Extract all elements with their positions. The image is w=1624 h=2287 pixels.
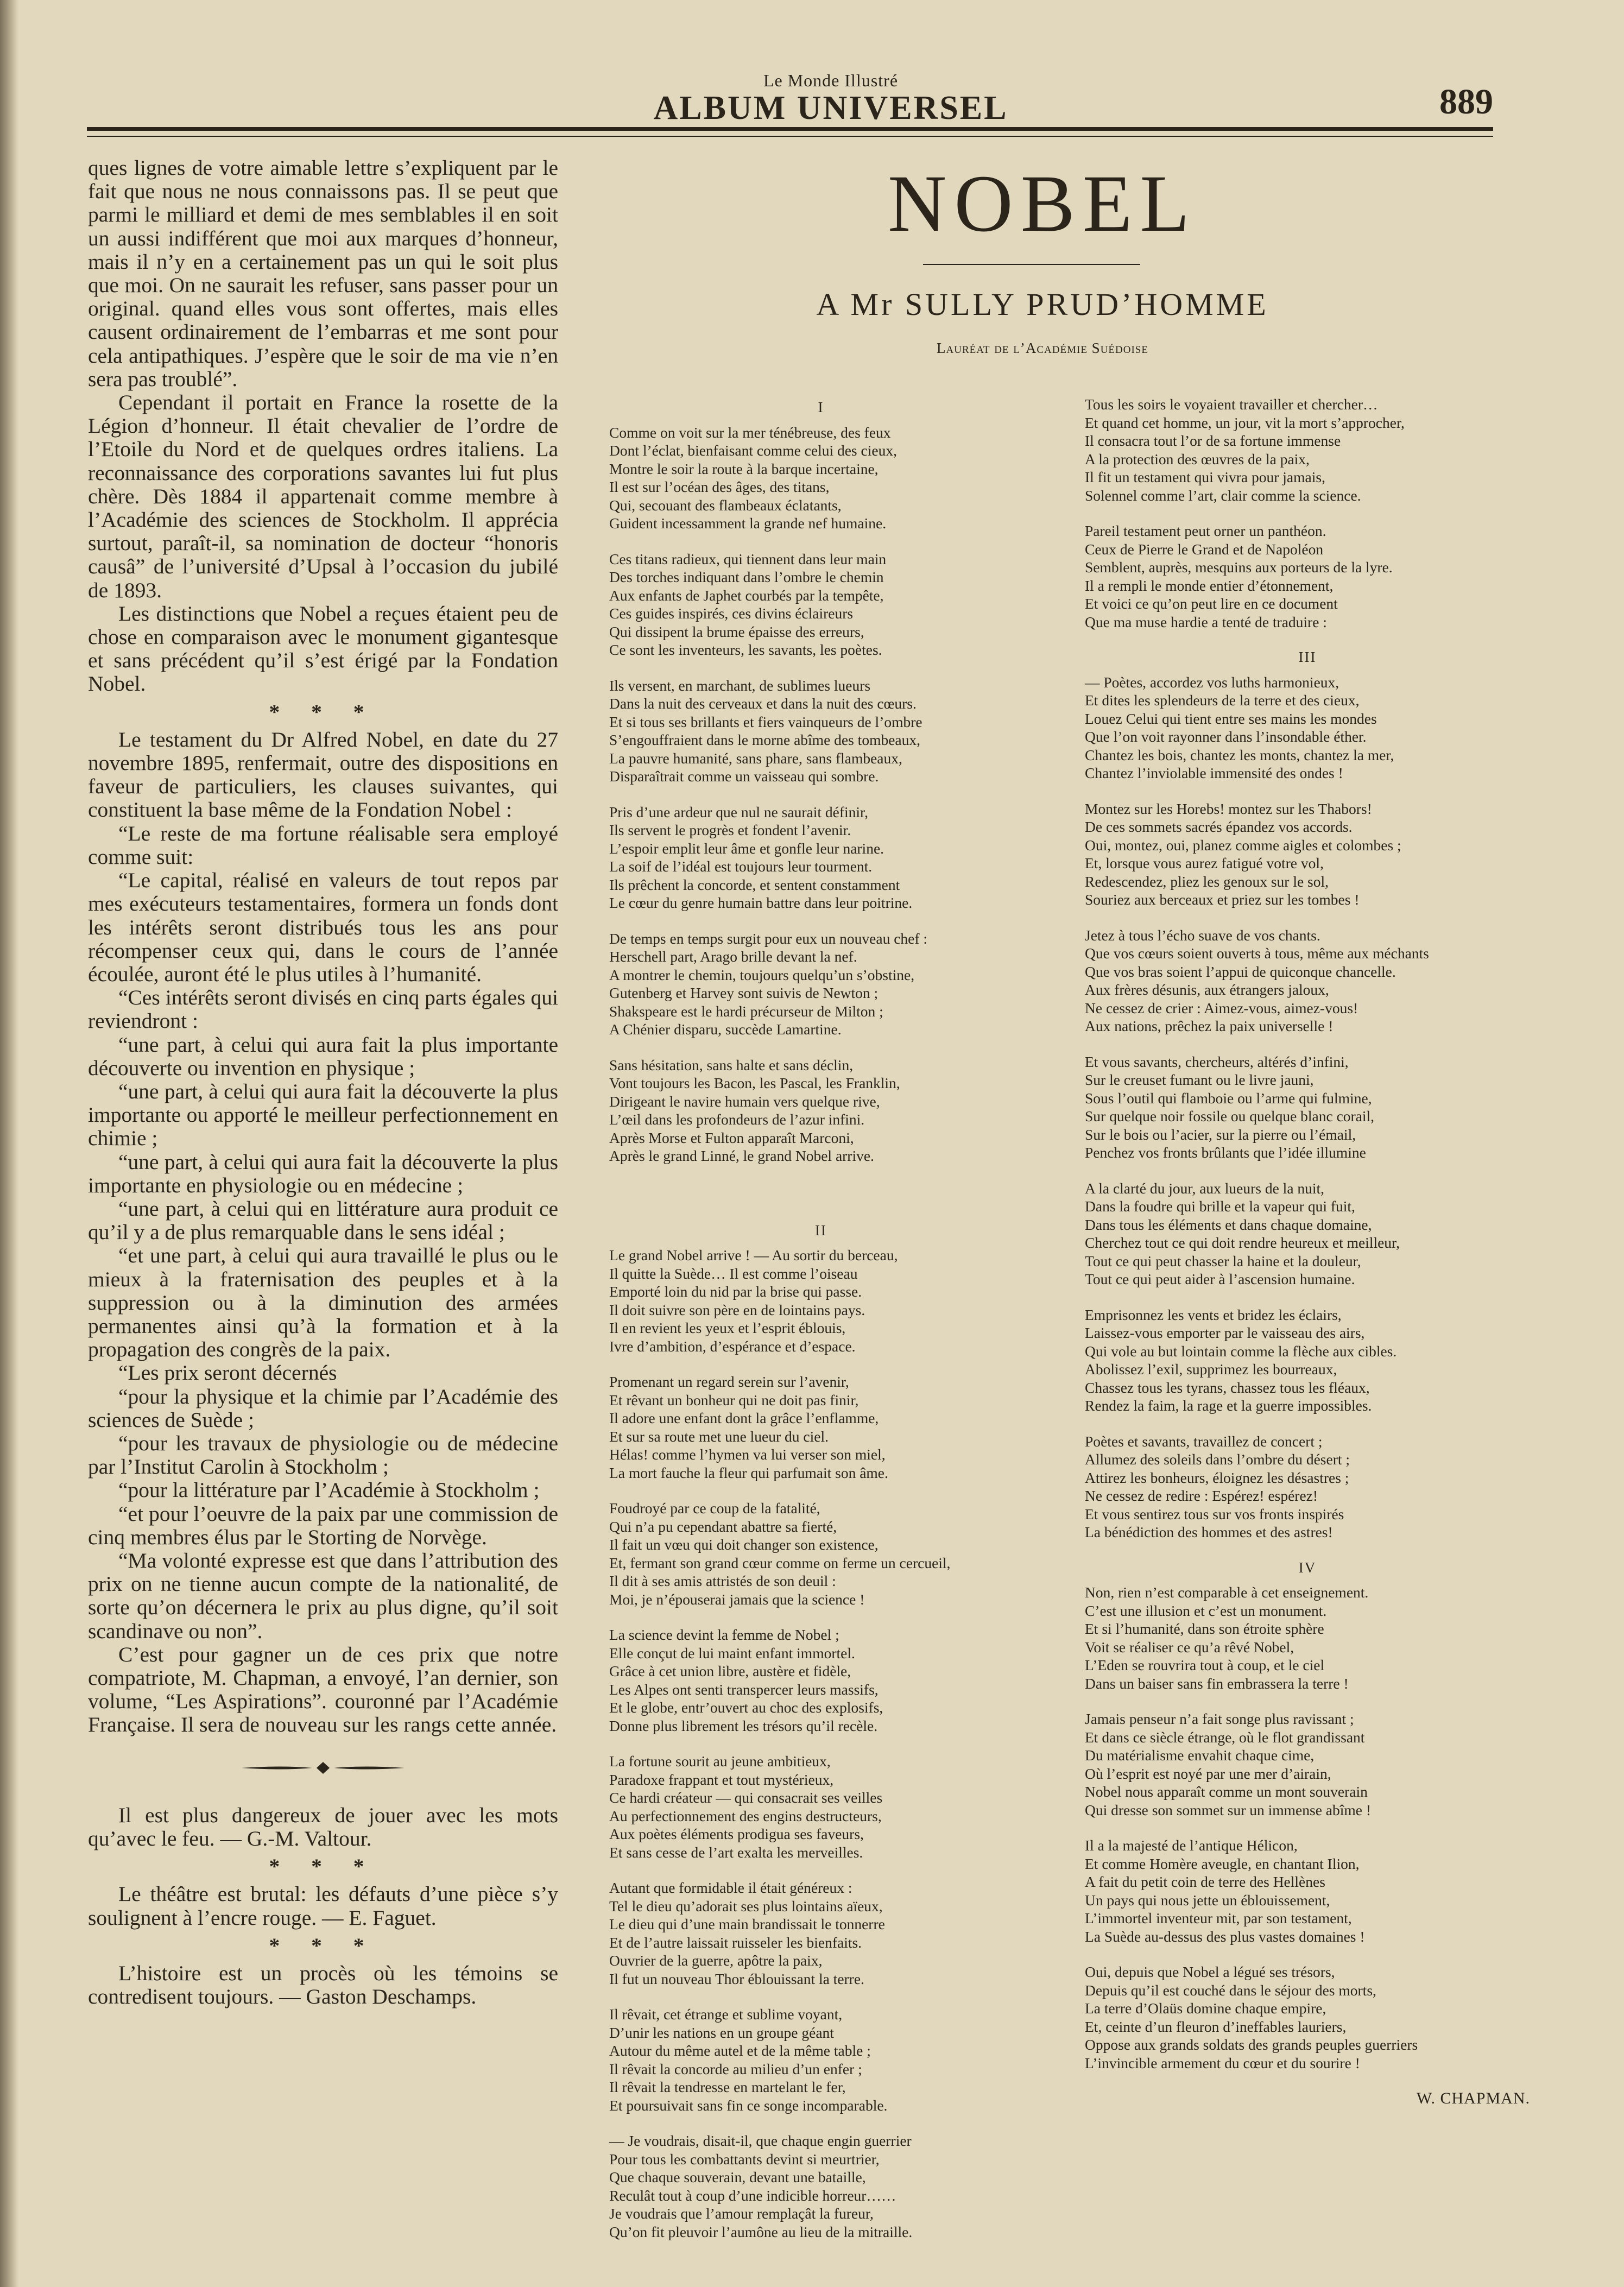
poem-stanza [609, 1373, 1033, 1482]
poem-line: Emprisonnez les vents et bridez les éclairs, [1085, 1306, 1342, 1323]
poem-line: Autour du même autel et de la même table ; [609, 2042, 871, 2059]
poem-stanza [609, 803, 1033, 912]
poem-line: Sur quelque noir fossile ou quelque blanc corail, [1085, 1108, 1375, 1124]
section-separator-stars: * * * [269, 1933, 377, 1957]
poem-line: La mort fauche la fleur qui parfumait son âme. [609, 1464, 888, 1481]
poem-line: Hélas! comme l’hymen va lui verser son miel, [609, 1446, 886, 1463]
poem-line: D’unir les nations en un groupe géant [609, 2024, 834, 2041]
poem-stanza [1085, 1306, 1530, 1415]
poem-line: L’œil dans les profondeurs de l’azur infini. [609, 1111, 865, 1128]
poem-line: Ne cessez de redire : Espérez! espérez! [1085, 1487, 1318, 1504]
poem-line: Et, ceinte d’un fleuron d’ineffables lauriers, [1085, 2018, 1347, 2035]
poem-line: Chassez tous les tyrans, chassez tous les fléaux, [1085, 1379, 1370, 1396]
poem-stanza [1085, 1963, 1530, 2072]
poem-stanza [609, 1626, 1033, 1735]
poem-dedication: A Mr SULLY PRUD’HOMME [816, 287, 1269, 322]
poem-line: Qui dissipent la brume épaisse des erreurs, [609, 623, 864, 640]
poem-line: Que l’on voit rayonner dans l’insondable éther. [1085, 728, 1367, 745]
poem-line: La bénédiction des hommes et des astres! [1085, 1524, 1333, 1540]
poem-line: Aux poètes éléments prodigua ses faveurs, [609, 1825, 864, 1842]
section-number: II [815, 1222, 827, 1239]
poem-line: Dans un baiser sans fin embrassera la terre ! [1085, 1675, 1349, 1692]
poem-line: Oui, depuis que Nobel a légué ses trésors, [1085, 1963, 1335, 1980]
poem-line: Ces guides inspirés, ces divins éclaireurs [609, 605, 854, 622]
poem-line: La fortune sourit au jeune ambitieux, [609, 1753, 831, 1770]
poem-line: — Poètes, accordez vos luths harmonieux, [1085, 673, 1339, 691]
poem-line: Semblent, auprès, mesquins aux porteurs de la lyre. [1085, 559, 1393, 576]
poem-line: Et comme Homère aveugle, en chantant Ilion, [1085, 1855, 1360, 1872]
poem-line: Ils prêchent la concorde, et sentent constamment [609, 876, 900, 893]
poem-line: Et sans cesse de l’art exalta les merveilles. [609, 1843, 863, 1861]
article-paragraph: “Ma volonté expresse est que dans l’attribution des prix on ne tienne aucun compte de la nationalité, de sorte qu’on décernera le prix au plus digne, qu’il soit scandinave ou non”. [88, 1548, 558, 1643]
poem-line: Et vous savants, chercheurs, altérés d’infini, [1085, 1053, 1349, 1070]
poem-line: Il rêvait la tendresse en martelant le fer, [609, 2078, 846, 2095]
article-paragraph: “Ces intérêts seront divisés en cinq parts égales qui reviendront : [88, 985, 558, 1033]
quote: Il est plus dangereux de jouer avec les mots qu’avec le feu. — G.-M. Valtour. [88, 1803, 558, 1851]
poem-laureate-line: Lauréat de l’Académie Suédoise [937, 340, 1148, 356]
poem-line: Ivre d’ambition, d’espérance et d’espace. [609, 1337, 856, 1355]
poem-line: Tel le dieu qu’adorait ses plus lointains aïeux, [609, 1897, 883, 1915]
poem-line: Cherchez tout ce qui doit rendre heureux et meilleur, [1085, 1234, 1400, 1251]
poem-line: Gutenberg et Harvey sont suivis de Newton ; [609, 984, 879, 1001]
poem-line: Il consacra tout l’or de sa fortune immense [1085, 432, 1341, 449]
poem-line: Il dit à ses amis attristés de son deuil : [609, 1572, 836, 1589]
article-paragraph: “une part, à celui qui aura fait la découverte la plus importante en physiologie ou en médecine ; [88, 1149, 558, 1197]
poem-line: Et quand cet homme, un jour, vit la mort s’approcher, [1085, 414, 1405, 431]
poem-line: Rendez la faim, la rage et la guerre impossibles. [1085, 1397, 1372, 1414]
poem-line: Jamais penseur n’a fait songe plus ravissant ; [1085, 1710, 1354, 1727]
poem-line: Vont toujours les Bacon, les Pascal, les Franklin, [609, 1075, 900, 1091]
poem-line: Penchez vos fronts brûlants que l’idée illumine [1085, 1144, 1366, 1161]
poem-stanza [609, 1246, 1033, 1355]
poem-line: Tous les soirs le voyaient travailler et chercher… [1085, 396, 1378, 413]
poem-line: Qu’on fit pleuvoir l’aumône au lieu de la mitraille. [609, 2223, 913, 2240]
poem-line: S’engouffraient dans le morne abîme des tombeaux, [609, 731, 921, 748]
poem-line: Redescendez, pliez les genoux sur le sol, [1085, 873, 1329, 890]
poem-line: Les Alpes ont senti transpercer leurs massifs, [609, 1680, 879, 1698]
poem-line: Où l’esprit est noyé par une mer d’airain, [1085, 1765, 1331, 1782]
poem-line: Ce hardi créateur — qui consacrait ses veilles [609, 1789, 883, 1806]
poem-stanza [1085, 522, 1530, 631]
poem-line: Ouvrier de la guerre, apôtre la paix, [609, 1952, 823, 1969]
poem-line: Ils servent le progrès et fondent l’avenir. [609, 822, 851, 838]
book-spine-shadow [0, 0, 18, 2287]
poem-line: Sur le bois ou l’acier, sur la pierre ou l’émail, [1085, 1126, 1356, 1143]
poem-line: Du matérialisme envahit chaque cime, [1085, 1747, 1315, 1764]
article-paragraph: “pour la littérature par l’Académie à Stockholm ; [118, 1478, 540, 1502]
article-paragraph: “Le reste de ma fortune réalisable sera employé comme suit: [88, 821, 558, 869]
article-paragraph: Les distinctions que Nobel a reçues étaient peu de chose en comparaison avec le monument gigantesque et sans précédent qu’il s’est érigé par la Fondation Nobel. [88, 601, 558, 696]
poem-stanza [1085, 395, 1530, 504]
poem-line: Elle conçut de lui maint enfant immortel. [609, 1644, 855, 1661]
poem-line: Après le grand Linné, le grand Nobel arrive. [609, 1147, 874, 1164]
poem-line: L’invincible armement du cœur et du sourire ! [1085, 2054, 1360, 2071]
stanza-group [609, 424, 1033, 1165]
poem-line: Il fut un nouveau Thor éblouissant la terre. [609, 1970, 864, 1987]
poem-line: Disparaîtrait comme un vaisseau qui sombre. [609, 768, 879, 785]
poem-line: Et de l’autre laissait ruisseler les bienfaits. [609, 1934, 862, 1951]
poem-line: Il rêvait, cet étrange et sublime voyant, [609, 2006, 843, 2023]
poem-line: Guident incessamment la grande nef humaine. [609, 515, 887, 532]
poem-line: A Chénier disparu, succède Lamartine. [609, 1021, 842, 1038]
poem-line: Ce sont les inventeurs, les savants, les poètes. [609, 641, 882, 658]
page-number: 889 [1439, 82, 1493, 122]
poem-line: Sur le creuset fumant ou le livre jauni, [1085, 1071, 1314, 1088]
article-paragraph: “une part, à celui qui aura fait la plus importante découverte ou invention en physique ; [88, 1032, 558, 1080]
poem-line: Abolissez l’exil, supprimez les bourreaux, [1085, 1361, 1337, 1378]
poem-line: Il quitte la Suède… Il est comme l’oiseau [609, 1265, 858, 1282]
poem-line: Aux nations, prêchez la paix universelle ! [1085, 1018, 1334, 1034]
poem-line: Pris d’une ardeur que nul ne saurait définir, [609, 803, 868, 820]
poem-line: Et dans ce siècle étrange, où le flot grandissant [1085, 1728, 1365, 1746]
article-paragraph: “une part, à celui qui aura fait la découverte la plus importante ou apporté le meilleur perfectionnement en chimie ; [88, 1079, 558, 1151]
poem-line: La science devint la femme de Nobel ; [609, 1626, 839, 1643]
section-number: I [818, 399, 824, 415]
poem-line: Louez Celui qui tient entre ses mains les mondes [1085, 710, 1377, 727]
article-paragraph: Le testament du Dr Alfred Nobel, en date du 27 novembre 1895, renfermait, outre des dispositions en faveur de particuliers, les clauses suivantes, qui constituent la base même de la Fondation Nobel : [88, 727, 558, 822]
poem-line: Après Morse et Fulton apparaît Marconi, [609, 1129, 854, 1146]
article-paragraph: ques lignes de votre aimable lettre s’expliquent par le fait que nous ne nous connaissons pas. Il se peut que parmi le milliard et demi de mes semblables il en soit un aussi indifférent que moi aux marques d’honneur, mais il n’y en a certainement pas un qui le soit plus que moi. On ne saurait les refuser, sans passer pour un original. quand elles vous sont offertes, mais elles causent ordinairement de l’embarras et me sont pour cela antipathiques. J’espère que le soir de ma vie n’en sera pas troublé”. [88, 156, 558, 391]
poem-line: C’est une illusion et c’est un monument. [1085, 1602, 1327, 1619]
poem-line: Promenant un regard serein sur l’avenir, [609, 1373, 849, 1390]
article-paragraph: “Les prix seront décernés [118, 1361, 337, 1385]
poem-line: De ces sommets sacrés épandez vos accords. [1085, 818, 1353, 835]
poem-stanza [609, 2132, 1033, 2241]
poem-stanza [609, 1879, 1033, 1988]
poem-line: Et le globe, entr’ouvert au choc des explosifs, [609, 1699, 883, 1716]
poem-line: Le grand Nobel arrive ! — Au sortir du berceau, [609, 1247, 898, 1263]
poem-line: Dirigeant le navire humain vers quelque rive, [609, 1092, 880, 1110]
poem-line: Comme on voit sur la mer ténébreuse, des feux [609, 424, 891, 441]
poem-line: Qui dresse son sommet sur un immense abîme ! [1085, 1801, 1371, 1818]
article-paragraph: “Le capital, réalisé en valeurs de tout repos par mes exécuteurs testamentaires, formera un fonds dont les intérêts seront distribués tous les ans pour récompenser ceux qui, dans le cours de l’année écoulée, auront été le plus utiles à l’humanité. [88, 868, 558, 986]
poem-line: A montrer le chemin, toujours quelqu’un s’obstine, [609, 966, 915, 983]
poem-stanza [609, 424, 1033, 533]
header-rule-thick [87, 127, 1493, 131]
poem-line: Dont l’éclat, bienfaisant comme celui des cieux, [609, 442, 897, 459]
poem-line: Sans hésitation, sans halte et sans déclin, [609, 1056, 854, 1073]
poem-line: Poètes et savants, travaillez de concert ; [1085, 1432, 1323, 1450]
poem-line: A la protection des œuvres de la paix, [1085, 450, 1310, 467]
poem-column-2 [1085, 395, 1530, 2108]
poem-line: La soif de l’idéal est toujours leur tourment. [609, 858, 873, 875]
poem-line: Ces titans radieux, qui tiennent dans leur main [609, 550, 887, 567]
poem-stanza [1085, 926, 1530, 1035]
quote: L’histoire est un procès où les témoins se contredisent toujours. — Gaston Deschamps. [88, 1961, 558, 2009]
poem-stanza [609, 2005, 1033, 2114]
poem-line: Jetez à tous l’écho suave de vos chants. [1085, 926, 1320, 944]
poem-line: Ceux de Pierre le Grand et de Napoléon [1085, 540, 1324, 558]
poem-line: Et voici ce qu’on peut lire en ce document [1085, 595, 1338, 612]
poem-line: Qui n’a pu cependant abattre sa fierté, [609, 1518, 837, 1535]
poem-stanza [609, 1056, 1033, 1165]
poem-stanza [1085, 800, 1530, 909]
poem-line: Il a la majesté de l’antique Hélicon, [1085, 1837, 1298, 1854]
article-paragraph: C’est pour gagner un de ces prix que notre compatriote, M. Chapman, a envoyé, l’an dernier, son volume, “Les Aspirations”. couronné par l’Académie Française. Il sera de nouveau sur les rangs cette année. [88, 1642, 558, 1737]
poem-line: Il a rempli le monde entier d’étonnement, [1085, 577, 1334, 594]
poem-line: Le dieu qui d’une main brandissait le tonnerre [609, 1916, 885, 1932]
poem-stanza [609, 930, 1033, 1039]
poem-line: Et si l’humanité, dans son étroite sphère [1085, 1620, 1324, 1637]
poem-line: La Suède au-dessus des plus vastes domaines ! [1085, 1928, 1365, 1945]
poem-line: Le cœur du genre humain battre dans leur poitrine. [609, 894, 913, 911]
poem-line: Au perfectionnement des engins destructeurs, [609, 1807, 882, 1824]
section-gap [609, 1183, 1033, 1222]
poem-line: Donne plus librement les trésors qu’il recèle. [609, 1717, 878, 1734]
poem-line: Nobel nous apparaît comme un mont souverain [1085, 1783, 1368, 1800]
poem-line: Dans la foudre qui brille et la vapeur qui fuit, [1085, 1198, 1355, 1215]
poem-line: Ils versent, en marchant, de sublimes lueurs [609, 677, 871, 694]
poem-line: Et, lorsque vous aurez fatigué votre vol, [1085, 855, 1324, 871]
poem-line: Il rêvait la concorde au milieu d’un enfer ; [609, 2060, 862, 2077]
poem-line: Tout ce qui peut aider à l’ascension humaine. [1085, 1271, 1355, 1287]
poem-line: Montez sur les Horebs! montez sur les Thabors! [1085, 800, 1372, 817]
title-rule [923, 264, 1140, 265]
poem-line: Allumez des soleils dans l’ombre du désert ; [1085, 1451, 1350, 1468]
poem-line: Que ma muse hardie a tenté de traduire : [1085, 613, 1327, 630]
poem-stanza [609, 550, 1033, 659]
poem-stanza [1085, 1836, 1530, 1945]
poem-line: Qui vole au but lointain comme la flèche aux cibles. [1085, 1342, 1397, 1360]
stanza-group [1085, 395, 1530, 631]
poem-line: Il en revient les yeux et l’esprit éblouis, [609, 1319, 846, 1336]
article-paragraph: “pour la physique et la chimie par l’Académie des sciences de Suède ; [88, 1384, 558, 1432]
header-rule-thin [87, 136, 1493, 137]
poem-line: Laissez-vous emporter par le vaisseau des airs, [1085, 1324, 1365, 1341]
poem-line: Reculât tout à coup d’une indicible horreur…… [609, 2187, 896, 2204]
poem-line: Et rêvant un bonheur qui ne doit pas finir, [609, 1391, 859, 1408]
quote: Le théâtre est brutal: les défauts d’une pièce s’y soulignent à l’encre rouge. — E. Faguet. [88, 1882, 558, 1930]
poem-title: NOBEL [888, 159, 1197, 249]
poem-line: Je voudrais que l’amour remplaçât la fureur, [609, 2205, 874, 2222]
poem-line: La terre d’Olaüs domine chaque empire, [1085, 2000, 1326, 2017]
header-subtitle: Le Monde Illustré [763, 71, 899, 90]
poem-line: Et sur sa route met une lueur du ciel. [609, 1427, 829, 1445]
poem-line: Il doit suivre son père en de lointains pays. [609, 1301, 865, 1318]
stanza-group [609, 1246, 1033, 2241]
poem-line: Des torches indiquant dans l’ombre le chemin [609, 568, 884, 585]
poem-line: L’espoir emplit leur âme et gonfle leur narine. [609, 839, 884, 857]
poem-line: Il fit un testament qui vivra pour jamais, [1085, 469, 1325, 485]
poem-line: Et, fermant son grand cœur comme on ferme un cercueil, [609, 1554, 951, 1571]
poem-line: Ne cessez de crier : Aimez-vous, aimez-vous! [1085, 999, 1358, 1016]
testament-paragraphs [88, 728, 558, 1737]
masthead: ALBUM UNIVERSEL [653, 90, 1008, 127]
poem-stanza [1085, 1710, 1530, 1819]
poem-stanza [1085, 1179, 1530, 1288]
poem-line: Foudroyé par ce coup de la fatalité, [609, 1500, 820, 1517]
section-number: III [1298, 649, 1317, 665]
poem-stanza [1085, 1053, 1530, 1162]
ornament-divider [88, 1758, 558, 1781]
article-paragraph: “et une part, à celui qui aura travaillé le plus ou le mieux à la fraternisation des peuples et à la suppression ou à la diminution des armées permanentes ainsi qu’à la formation et à la propagation des congrès de la paix. [88, 1243, 558, 1362]
poem-line: Solennel comme l’art, clair comme la science. [1085, 487, 1361, 504]
stanza-group [1085, 1583, 1530, 2072]
poem-line: Souriez aux berceaux et priez sur les tombes ! [1085, 891, 1360, 908]
poem-line: Il adore une enfant dont la grâce l’enflamme, [609, 1410, 879, 1426]
ornament-divider-icon [242, 1760, 405, 1776]
poem-line: Tout ce qui peut chasser la haine et la douleur, [1085, 1252, 1361, 1269]
poem-line: Et poursuivait sans fin ce songe incomparable. [609, 2096, 888, 2114]
poem-stanza [609, 677, 1033, 786]
poem-line: Il est sur l’océan des âges, des titans, [609, 478, 830, 495]
poem-line: Herschell part, Arago brille devant la nef. [609, 948, 857, 965]
poem-line: La pauvre humanité, sans phare, sans flambeaux, [609, 749, 902, 767]
poem-stanza [609, 1499, 1033, 1608]
poem-line: Autant que formidable il était généreux : [609, 1879, 852, 1896]
article-paragraph: “et pour l’oeuvre de la paix par une commission de cinq membres élus par le Storting de Norvège. [88, 1501, 558, 1549]
article-paragraph: Cependant il portait en France la rosette de la Légion d’honneur. Il était chevalier de l’ordre de l’Etoile du Nord et de quelques ordres italiens. La reconnaissance des corporations savantes lui fut plus chère. Dès 1884 il appartenait comme membre à l’Académie des sciences de Stockholm. Il apprécia surtout, paraît-il, sa nomination de docteur “honoris causâ” de l’université d’Upsal à l’occasion du jubilé de 1893. [88, 390, 558, 602]
poem-line: Et dites les splendeurs de la terre et des cieux, [1085, 692, 1360, 709]
poem-line: Et si tous ses brillants et fiers vainqueurs de l’ombre [609, 713, 922, 730]
stanza-group [1085, 673, 1530, 1541]
poem-line: Que vos bras soient l’appui de quiconque chancelle. [1085, 963, 1396, 980]
poem-line: Depuis qu’il est couché dans le séjour des morts, [1085, 1981, 1376, 1999]
poem-line: Aux enfants de Japhet courbés par la tempête, [609, 586, 884, 604]
poem-line: Pour tous les combattants devint si meurtrier, [609, 2150, 880, 2168]
article-paragraph: “une part, à celui qui en littérature aura produit ce qu’il y a de plus remarquable dans le sens idéal ; [88, 1196, 558, 1244]
poem-line: Dans tous les éléments et dans chaque domaine, [1085, 1216, 1372, 1233]
poem-line: Que chaque souverain, devant une bataille, [609, 2169, 866, 2185]
section-number: IV [1298, 1559, 1317, 1576]
poem-stanza [1085, 1583, 1530, 1692]
poem-line: Oppose aux grands soldats des grands peuples guerriers [1085, 2036, 1418, 2053]
poem-line: — Je voudrais, disait-il, que chaque engin guerrier [609, 2132, 912, 2149]
poem-line: Que vos cœurs soient ouverts à tous, même aux méchants [1085, 945, 1429, 962]
article-paragraph: “pour les travaux de physiologie ou de médecine par l’Institut Carolin à Stockholm ; [88, 1431, 558, 1479]
poem-line: Attirez les bonheurs, éloignez les désastres ; [1085, 1469, 1349, 1486]
poem-line: Chantez l’inviolable immensité des ondes ! [1085, 765, 1343, 781]
poem-line: Oui, montez, oui, planez comme aigles et colombes ; [1085, 836, 1401, 854]
poem-line: Emporté loin du nid par la brise qui passe. [609, 1283, 862, 1300]
poem-line: L’Eden se rouvrira tout à coup, et le ciel [1085, 1657, 1325, 1673]
poem-line: Paradoxe frappant et tout mystérieux, [609, 1771, 834, 1788]
poem-line: Montre le soir la route à la barque incertaine, [609, 460, 879, 477]
section-separator-stars: * * * [269, 699, 377, 724]
poem-line: Qui, secouant des flambeaux éclatants, [609, 496, 842, 514]
section-separator-stars: * * * [269, 1854, 377, 1879]
poem-line: Aux frères désunis, aux étrangers jaloux, [1085, 981, 1329, 998]
poem-line: Un pays qui nous jette un éblouissement, [1085, 1891, 1330, 1909]
poem-line: Et vous sentirez tous sur vos fronts inspirés [1085, 1505, 1344, 1522]
poem-line: Shakspeare est le hardi précurseur de Milton ; [609, 1002, 883, 1020]
poem-signature: W. CHAPMAN. [1416, 2089, 1530, 2107]
poem-line: De temps en temps surgit pour eux un nouveau chef : [609, 930, 928, 947]
poem-line: Il fait un vœu qui doit changer son existence, [609, 1536, 879, 1553]
poem-line: Grâce à cet union libre, austère et fidèle, [609, 1663, 851, 1679]
poem-line: L’immortel inventeur mit, par son testament, [1085, 1910, 1352, 1926]
poem-stanza [1085, 1432, 1530, 1541]
poem-stanza [1085, 673, 1530, 782]
poem-line: Pareil testament peut orner un panthéon. [1085, 522, 1326, 539]
poem-line: Chantez les bois, chantez les monts, chantez la mer, [1085, 746, 1394, 763]
poem-line: Non, rien n’est comparable à cet enseignement. [1085, 1584, 1369, 1601]
poem-column-1 [609, 399, 1033, 2258]
poem-line: Dans la nuit des cerveaux et dans la nuit des cœurs. [609, 695, 917, 712]
article-column [88, 156, 558, 2008]
poem-line: A fait du petit coin de terre des Hellènes [1085, 1873, 1325, 1890]
poem-line: A la clarté du jour, aux lueurs de la nuit, [1085, 1179, 1325, 1197]
poem-line: Voit se réaliser ce qu’a rêvé Nobel, [1085, 1638, 1294, 1656]
poem-line: Moi, je n’épouserai jamais que la science ! [609, 1590, 865, 1608]
poem-stanza [609, 1752, 1033, 1861]
poem-line: Sous l’outil qui flamboie ou l’arme qui fulmine, [1085, 1089, 1372, 1107]
